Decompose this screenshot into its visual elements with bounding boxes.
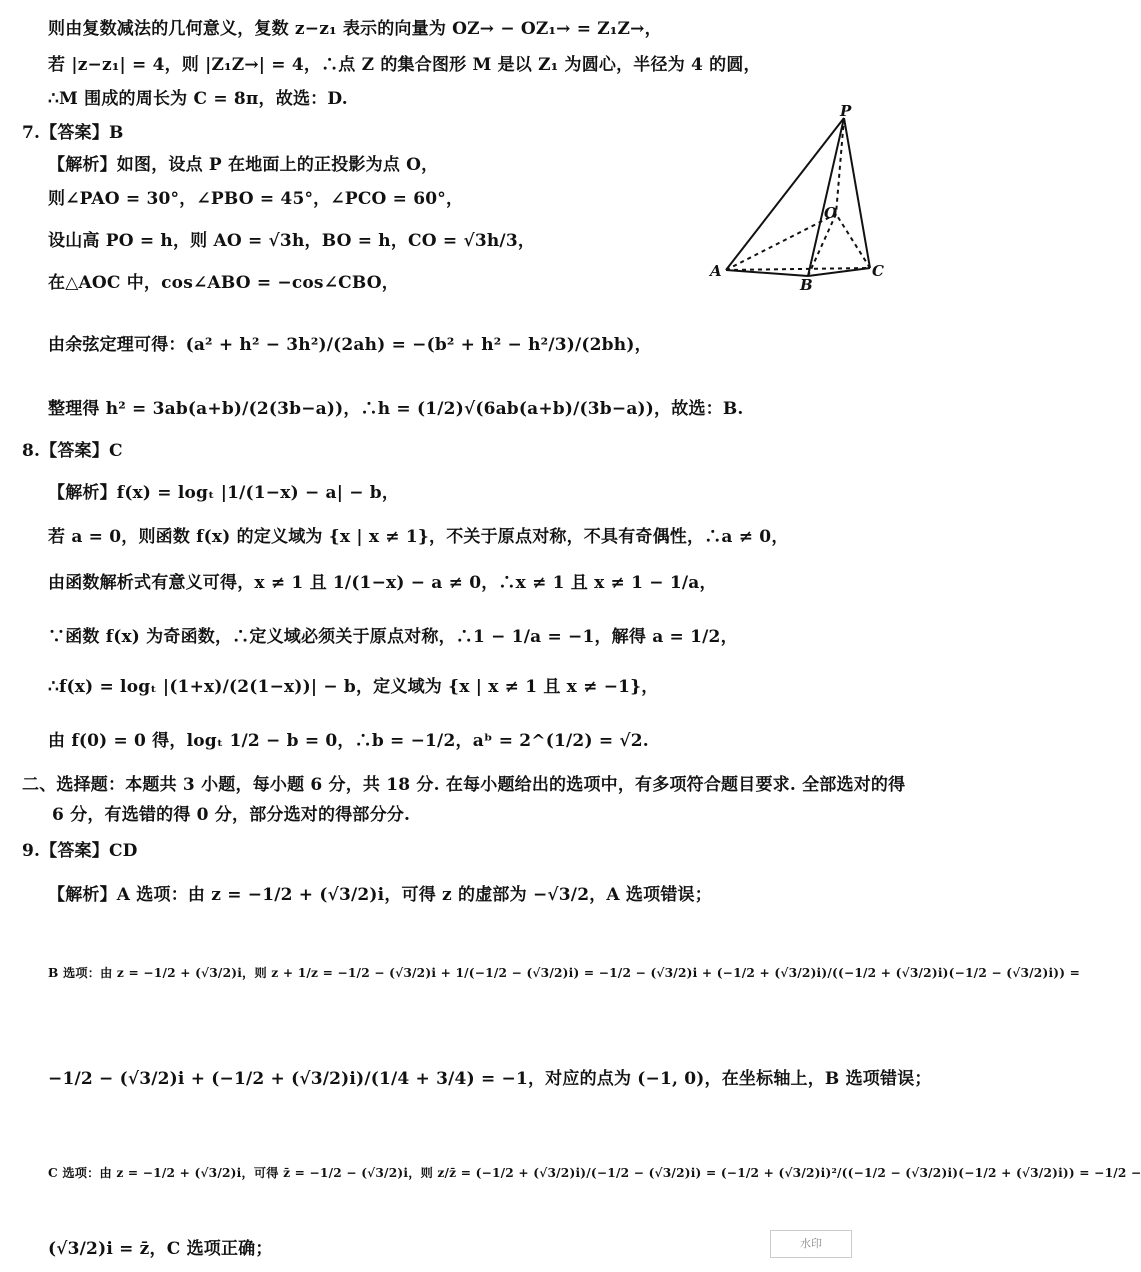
- text-line: 由余弦定理可得：(a² + h² − 3h²)/(2ah) = −(b² + h² − h²/3)/(2bh)，: [48, 335, 652, 355]
- text-line: ∴f(x) = logₜ |(1+x)/(2(1−x))| − b，定义域为 {x | x ≠ 1 且 x ≠ −1}，: [48, 677, 659, 697]
- text-line: 若 |z−z₁| = 4，则 |Z₁Z→| = 4，∴点 Z 的集合图形 M 是以 Z₁ 为圆心，半径为 4 的圆，: [48, 55, 761, 75]
- text-line: 由 f(0) = 0 得，logₜ 1/2 − b = 0，∴b = −1/2，aᵇ = 2^(1/2) = √2.: [48, 731, 649, 751]
- section-heading: 二、选择题：本题共 3 小题，每小题 6 分，共 18 分. 在每小题给出的选项中，有多项符合题目要求. 全部选对的得: [22, 775, 906, 795]
- label-B: B: [800, 276, 813, 294]
- text-line: 【解析】f(x) = logₜ |1/(1−x) − a| − b，: [48, 483, 400, 503]
- label-O: O: [824, 204, 838, 222]
- text-line: 在△AOC 中，cos∠ABO = −cos∠CBO，: [48, 273, 399, 293]
- label-C: C: [872, 262, 884, 280]
- text-line: (√3/2)i = z̄，C 选项正确；: [48, 1239, 273, 1259]
- text-line: B 选项：由 z = −1/2 + (√3/2)i，则 z + 1/z = −1/2 − (√3/2)i + 1/(−1/2 − (√3/2)i) = −1/2 − (√3/2)i + (−1/2 + (√3/2)i)/((−1/2 + (√3/2)i)(−1/2 − (√3/2)i)) =: [48, 966, 1081, 980]
- segment-BO: [808, 214, 836, 276]
- question-9-answer: 9.【答案】CD: [22, 841, 138, 861]
- text-line: ∴M 围成的周长为 C = 8π，故选：D.: [48, 89, 348, 109]
- label-A: A: [710, 262, 722, 280]
- text-line: 【解析】A 选项：由 z = −1/2 + (√3/2)i，可得 z 的虚部为 −√3/2，A 选项错误；: [48, 885, 712, 905]
- text-line: 【解析】如图，设点 P 在地面上的正投影为点 O，: [48, 155, 439, 175]
- text-line: 则由复数减法的几何意义，复数 z−z₁ 表示的向量为 OZ→ − OZ₁→ = Z₁Z→，: [48, 19, 662, 39]
- label-P: P: [840, 102, 852, 120]
- segment-AC: [726, 268, 870, 270]
- pyramid-figure: [700, 104, 890, 294]
- question-7-answer: 7.【答案】B: [22, 123, 124, 143]
- text-line: 整理得 h² = 3ab(a+b)/(2(3b−a))，∴h = (1/2)√(6ab(a+b)/(3b−a))，故选：B.: [48, 399, 744, 419]
- text-line: 设山高 PO = h，则 AO = √3h，BO = h，CO = √3h/3，: [48, 231, 536, 251]
- text-line: 若 a = 0，则函数 f(x) 的定义域为 {x | x ≠ 1}，不关于原点对称，不具有奇偶性，∴a ≠ 0，: [48, 527, 789, 547]
- text-line: −1/2 − (√3/2)i + (−1/2 + (√3/2)i)/(1/4 + 3/4) = −1，对应的点为 (−1, 0)，在坐标轴上，B 选项错误；: [48, 1069, 932, 1089]
- segment-AO: [726, 214, 836, 270]
- text-line: 则∠PAO = 30°，∠PBO = 45°，∠PCO = 60°，: [48, 189, 464, 209]
- text-line: C 选项：由 z = −1/2 + (√3/2)i，可得 z̄ = −1/2 − (√3/2)i，则 z/z̄ = (−1/2 + (√3/2)i)/(−1/2 − (√3/2)i) = (−1/2 + (√3/2)i)²/((−1/2 − (√3/2)i)(−1/2 + (√3/2)i)) = −1/2 −: [48, 1166, 1141, 1180]
- text-line: 由函数解析式有意义可得，x ≠ 1 且 1/(1−x) − a ≠ 0，∴x ≠ 1 且 x ≠ 1 − 1/a，: [48, 573, 717, 593]
- section-heading-cont: 6 分，有选错的得 0 分，部分选对的得部分分.: [52, 805, 411, 825]
- text-line: ∵函数 f(x) 为奇函数，∴定义域必须关于原点对称，∴1 − 1/a = −1，解得 a = 1/2，: [48, 627, 738, 647]
- question-8-answer: 8.【答案】C: [22, 441, 123, 461]
- edge-AB: [726, 270, 808, 276]
- watermark: 水印: [770, 1230, 852, 1258]
